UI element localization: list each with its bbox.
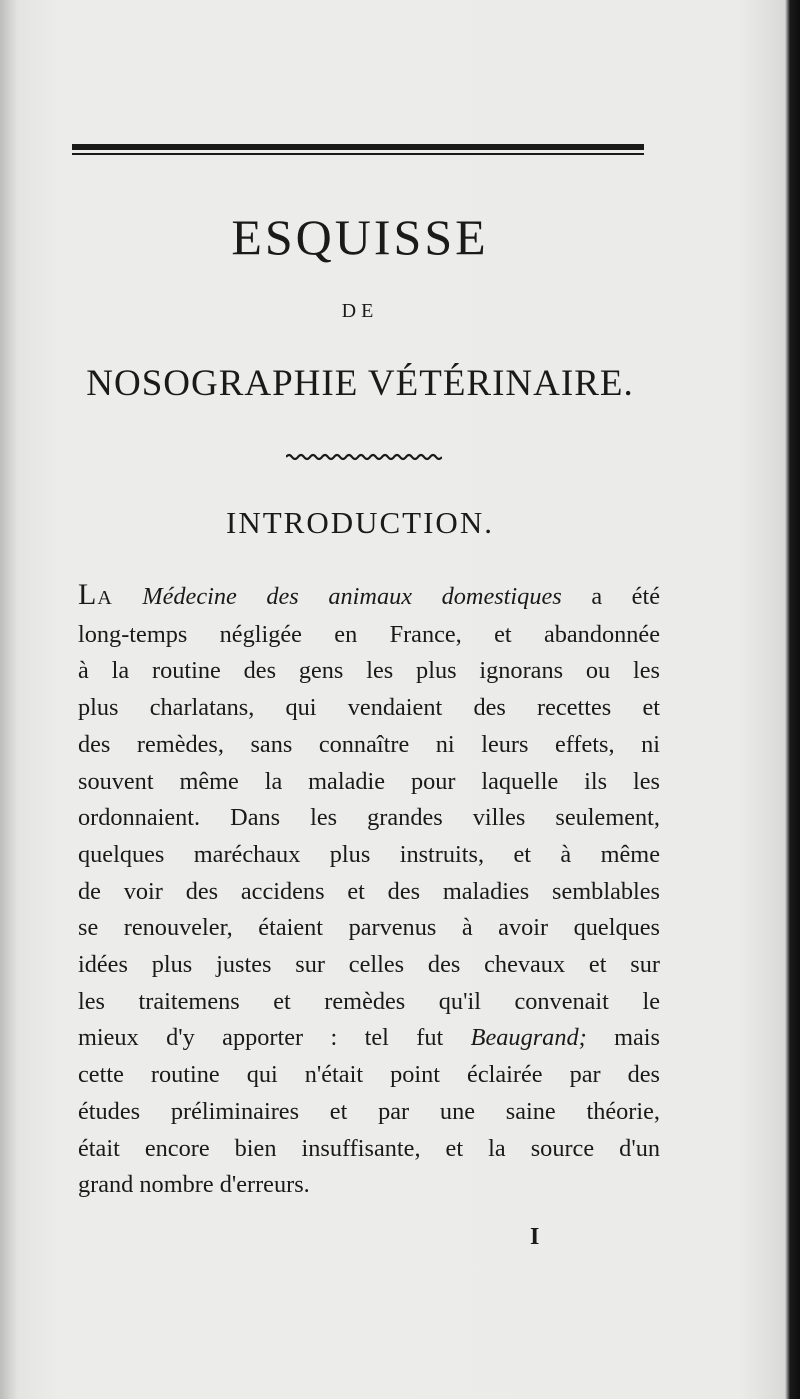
header-double-rule (72, 144, 644, 156)
text-line: était encore bien insuffisante, et la source d'un (78, 1134, 660, 1162)
small-cap: A (97, 587, 113, 609)
text-line: long-temps négligée en France, et abandonnée (78, 620, 660, 648)
text-fragment: a été (561, 583, 660, 610)
text-line (78, 577, 660, 617)
body-paragraph (78, 577, 660, 1204)
text-line: idées plus justes sur celles des chevaux et sur (78, 951, 660, 979)
italic-name: Beaugrand; (470, 1024, 587, 1052)
rule-thin (72, 153, 644, 155)
subtitle: NOSOGRAPHIE VÉTÉRINAIRE. (86, 363, 634, 404)
text-line: des remèdes, sans connaître ni leurs effets, ni (78, 730, 660, 758)
section-heading: INTRODUCTION. (226, 505, 494, 540)
text-line: souvent même la maladie pour laquelle ils les (78, 767, 660, 795)
text-line: cette routine qui n'était point éclairée par des (78, 1061, 660, 1089)
italic-phrase: Médecine des animaux domestiques (142, 583, 562, 610)
text-line: se renouveler, étaient parvenus à avoir quelques (78, 914, 660, 942)
drop-cap: L (78, 578, 98, 611)
title-connector: DE (341, 300, 379, 322)
signature-mark: I (530, 1224, 540, 1250)
text-line: les traitemens et remèdes qu'il convenait le (78, 987, 660, 1015)
text-fragment: mais (586, 1024, 661, 1052)
text-fragment: mieux d'y apporter : tel fut (78, 1024, 471, 1052)
text-line: études préliminaires et par une saine théorie, (78, 1097, 660, 1125)
rule-thick (72, 144, 644, 150)
text-line: plus charlatans, qui vendaient des recettes et (78, 694, 660, 722)
text-line: de voir des accidens et des maladies semblables (78, 877, 660, 905)
text-line: ordonnaient. Dans les grandes villes seulement, (78, 804, 660, 832)
text-line: grand nombre d'erreurs. (78, 1171, 310, 1199)
wavy-ornament (286, 453, 442, 461)
title: ESQUISSE (231, 209, 489, 265)
text-line (78, 1020, 660, 1057)
text-line: à la routine des gens les plus ignorans ou les (78, 657, 660, 685)
text-line: quelques maréchaux plus instruits, et à même (78, 840, 660, 868)
